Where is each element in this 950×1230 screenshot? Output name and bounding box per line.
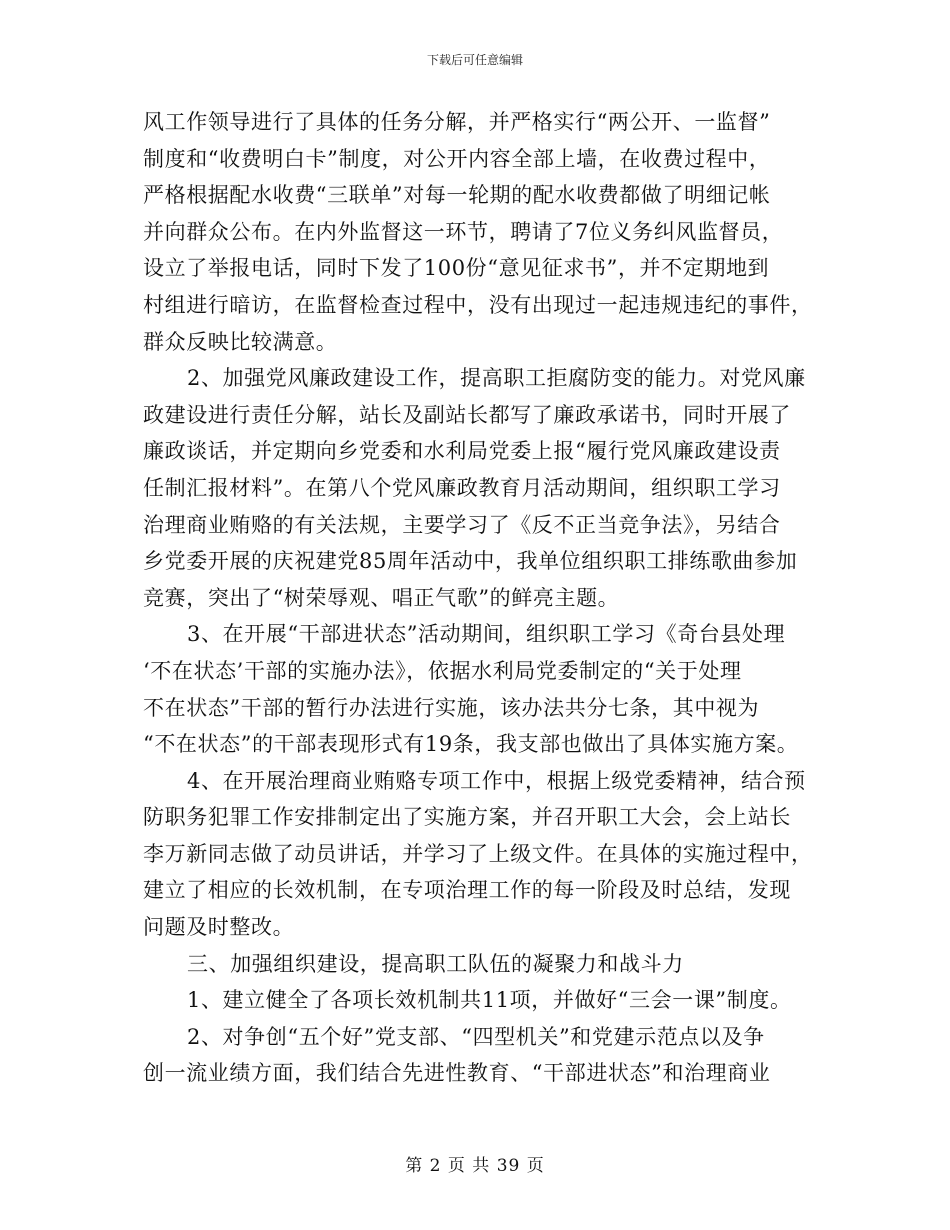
- text-line: 3、在开展“干部进状态”活动期间，组织职工学习《奇台县处理: [187, 622, 786, 647]
- page-footer: 第 2 页 共 39 页: [405, 1156, 545, 1176]
- text-line: “不在状态”的干部表现形式有19条，我支部也做出了具体实施方案。: [143, 732, 799, 757]
- text-line: 不在状态”干部的暂行办法进行实施，该办法共分七条，其中视为: [143, 695, 760, 720]
- text-line: 李万新同志做了动员讲话，并学习了上级文件。在具体的实施过程中，: [143, 841, 813, 866]
- text-line: 1、建立健全了各项长效机制共11项，并做好“三会一课”制度。: [187, 988, 792, 1013]
- text-line: 4、在开展治理商业贿赂专项工作中，根据上级党委精神，结合预: [187, 768, 806, 793]
- text-line: 任制汇报材料”。在第八个党风廉政教育月活动期间，组织职工学习: [143, 475, 781, 500]
- text-line: ‘不在状态’干部的实施办法》，依据水利局党委制定的“关于处理: [143, 658, 742, 683]
- document-body: [143, 104, 815, 1092]
- text-line: 问题及时整改。: [143, 915, 295, 940]
- text-line: 三、加强组织建设，提高职工队伍的凝聚力和战斗力: [187, 951, 684, 976]
- text-line: 2、加强党风廉政建设工作，提高职工拒腐防变的能力。对党风廉: [187, 366, 806, 391]
- text-line: 竞赛，突出了“树荣辱观、唱正气歌”的鲜亮主题。: [143, 585, 620, 610]
- text-line: 风工作领导进行了具体的任务分解，并严格实行“两公开、一监督”: [143, 110, 771, 134]
- text-line: 乡党委开展的庆祝建党85周年活动中，我单位组织职工排练歌曲参加: [143, 549, 798, 574]
- text-line: 2、对争创“五个好”党支部、“四型机关”和党建示范点以及争: [187, 1024, 765, 1049]
- text-line: 村组进行暗访，在监督检查过程中，没有出现过一起违规违纪的事件，: [143, 292, 813, 317]
- text-line: 创一流业绩方面，我们结合先进性教育、“干部进状态”和治理商业: [143, 1061, 771, 1086]
- text-line: 设立了举报电话，同时下发了100份“意见征求书”，并不定期地到: [143, 256, 770, 281]
- text-line: 并向群众公布。在内外监督这一环节，聘请了7位义务纠风监督员，: [143, 219, 784, 244]
- text-line: 廉政谈话，并定期向乡党委和水利局党委上报“履行党风廉政建设责: [143, 439, 781, 464]
- text-line: 防职务犯罪工作安排制定出了实施方案，并召开职工大会，会上站长: [143, 805, 791, 830]
- text-line: 严格根据配水收费“三联单”对每一轮期的配水收费都做了明细记帐: [143, 183, 771, 208]
- page-header: 下载后可任意编辑: [426, 53, 523, 67]
- text-line: 治理商业贿赂的有关法规，主要学习了《反不正当竞争法》，另结合: [143, 512, 781, 537]
- text-line: 制度和“收费明白卡”制度，对公开内容全部上墙，在收费过程中，: [143, 146, 771, 171]
- text-line: 群众反映比较满意。: [143, 329, 338, 354]
- text-line: 政建设进行责任分解，站长及副站长都写了廉政承诺书，同时开展了: [143, 402, 791, 427]
- text-line: 建立了相应的长效机制，在专项治理工作的每一阶段及时总结，发现: [143, 878, 791, 903]
